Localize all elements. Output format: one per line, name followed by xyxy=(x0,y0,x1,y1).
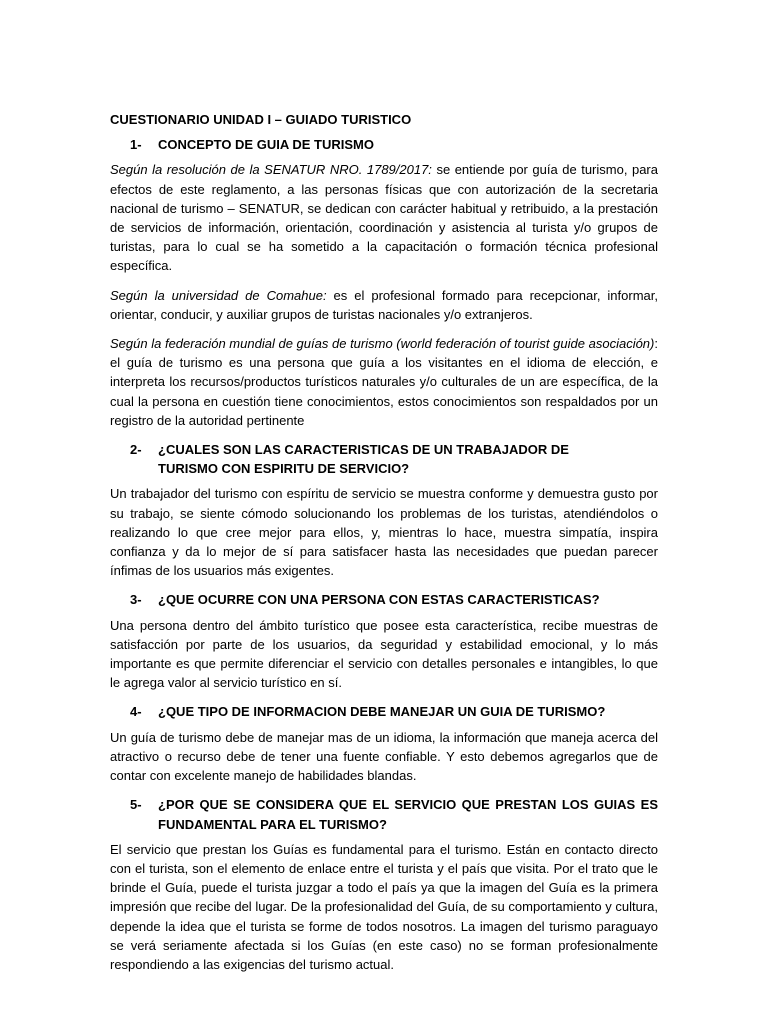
section-3-heading xyxy=(110,590,658,609)
paragraph-text: El servicio que prestan los Guías es fundamental para el turismo. Están en contacto directo con el turista, son el elemento de enlace entre el turista y el país que visita. Por el trato que le brinde el Guía, puede el turista juzgar a todo el país ya que la imagen del Guía es la primera impresión que recibe del lugar. De la profesionalidad del Guía, de su comportamiento y cultura, depende la idea que el turista se forme de todos nosotros. La imagen del turismo paraguayo se verá seriamente afectada si los Guías (en este caso) no se forman profesionalmente respondiendo a las exigencias del turismo actual. xyxy=(110,841,658,972)
section-title: ¿QUE OCURRE CON UNA PERSONA CON ESTAS CARACTERISTICAS? xyxy=(158,592,600,608)
paragraph xyxy=(110,286,658,324)
section-number: 5- xyxy=(130,797,142,813)
paragraph xyxy=(110,160,658,275)
document-title: CUESTIONARIO UNIDAD I – GUIADO TURISTICO xyxy=(110,112,412,127)
section-4-heading xyxy=(110,702,658,721)
paragraph xyxy=(110,728,658,786)
section-5-heading xyxy=(110,795,658,833)
paragraph-text: : el guía de turismo es una persona que guía a los visitantes en el idioma de elección, e interpreta los recursos/productos turísticos naturales y/o culturales de un are específica, de la cual la persona en cuestión tiene conocimientos, estos conocimientos son respaldados por un registro de la autoridad pertinente xyxy=(110,336,658,428)
citation-source: Según la universidad de Comahue: xyxy=(110,287,327,303)
section-title: CONCEPTO DE GUIA DE TURISMO xyxy=(158,137,374,153)
section-number: 2- xyxy=(130,442,142,458)
paragraph-text: se entiende por guía de turismo, para efectos de este reglamento, a las personas físicas que con autorización de la secretaria nacional de turismo – SENATUR, se dedican con carácter habitual y retribuido, a la prestación de servicios de información, orientación, coordinación y asistencia al turista y/o grupos de turistas, para lo cual se ha sometido a la capacitación o formación técnica profesional específica. xyxy=(110,162,658,274)
paragraph xyxy=(110,840,658,974)
paragraph xyxy=(110,616,658,693)
paragraph-text: Una persona dentro del ámbito turístico que posee esta característica, recibe muestras de satisfacción por parte de los usuarios, da seguridad y estabilidad emocional, y lo más importante es que permite diferenciar el servicio con detalles personales e intangibles, lo que le agrega valor al servicio turístico en sí. xyxy=(110,617,658,691)
paragraph-text: es el profesional formado para recepcionar, informar, orientar, conducir, y auxiliar grupos de turistas nacionales y/o extranjeros. xyxy=(110,287,658,322)
section-number: 4- xyxy=(130,704,142,720)
section-number: 1- xyxy=(130,137,142,153)
citation-source: Según la resolución de la SENATUR NRO. 1789/2017: xyxy=(110,162,432,178)
section-title: ¿QUE TIPO DE INFORMACION DEBE MANEJAR UN GUIA DE TURISMO? xyxy=(158,704,606,720)
document-page xyxy=(110,110,658,984)
paragraph-text: Un trabajador del turismo con espíritu de servicio se muestra conforme y demuestra gusto por su trabajo, se siente cómodo solucionando los problemas de los turistas, atendiéndolos o realizando lo que cree mejor para ellos, y, mientras lo hace, muestra simpatía, inspira confianza y da lo mejor de sí para satisfacer hasta las necesidades que puedan parecer ínfimas de los usuarios más exigentes. xyxy=(110,486,658,579)
paragraph-text: Un guía de turismo debe de manejar mas de un idioma, la información que maneja acerca del atractivo o recurso debe de tener una fuente confiable. Y esto debemos agregarlos que de contar con excelente manejo de habilidades blandas. xyxy=(110,729,658,784)
section-2-heading xyxy=(110,440,658,478)
paragraph xyxy=(110,334,658,430)
section-title: ¿POR QUE SE CONSIDERA QUE EL SERVICIO QUE PRESTAN LOS GUIAS ES FUNDAMENTAL PARA EL TURISMO? xyxy=(158,797,658,832)
citation-source: Según la federación mundial de guías de turismo (world federación of tourist guide asociación) xyxy=(110,336,655,352)
paragraph xyxy=(110,484,658,580)
section-number: 3- xyxy=(130,592,142,608)
section-1-heading xyxy=(110,135,658,154)
section-title: ¿CUALES SON LAS CARACTERISTICAS DE UN TRABAJADOR DE TURISMO CON ESPIRITU DE SERVICIO? xyxy=(158,442,569,477)
